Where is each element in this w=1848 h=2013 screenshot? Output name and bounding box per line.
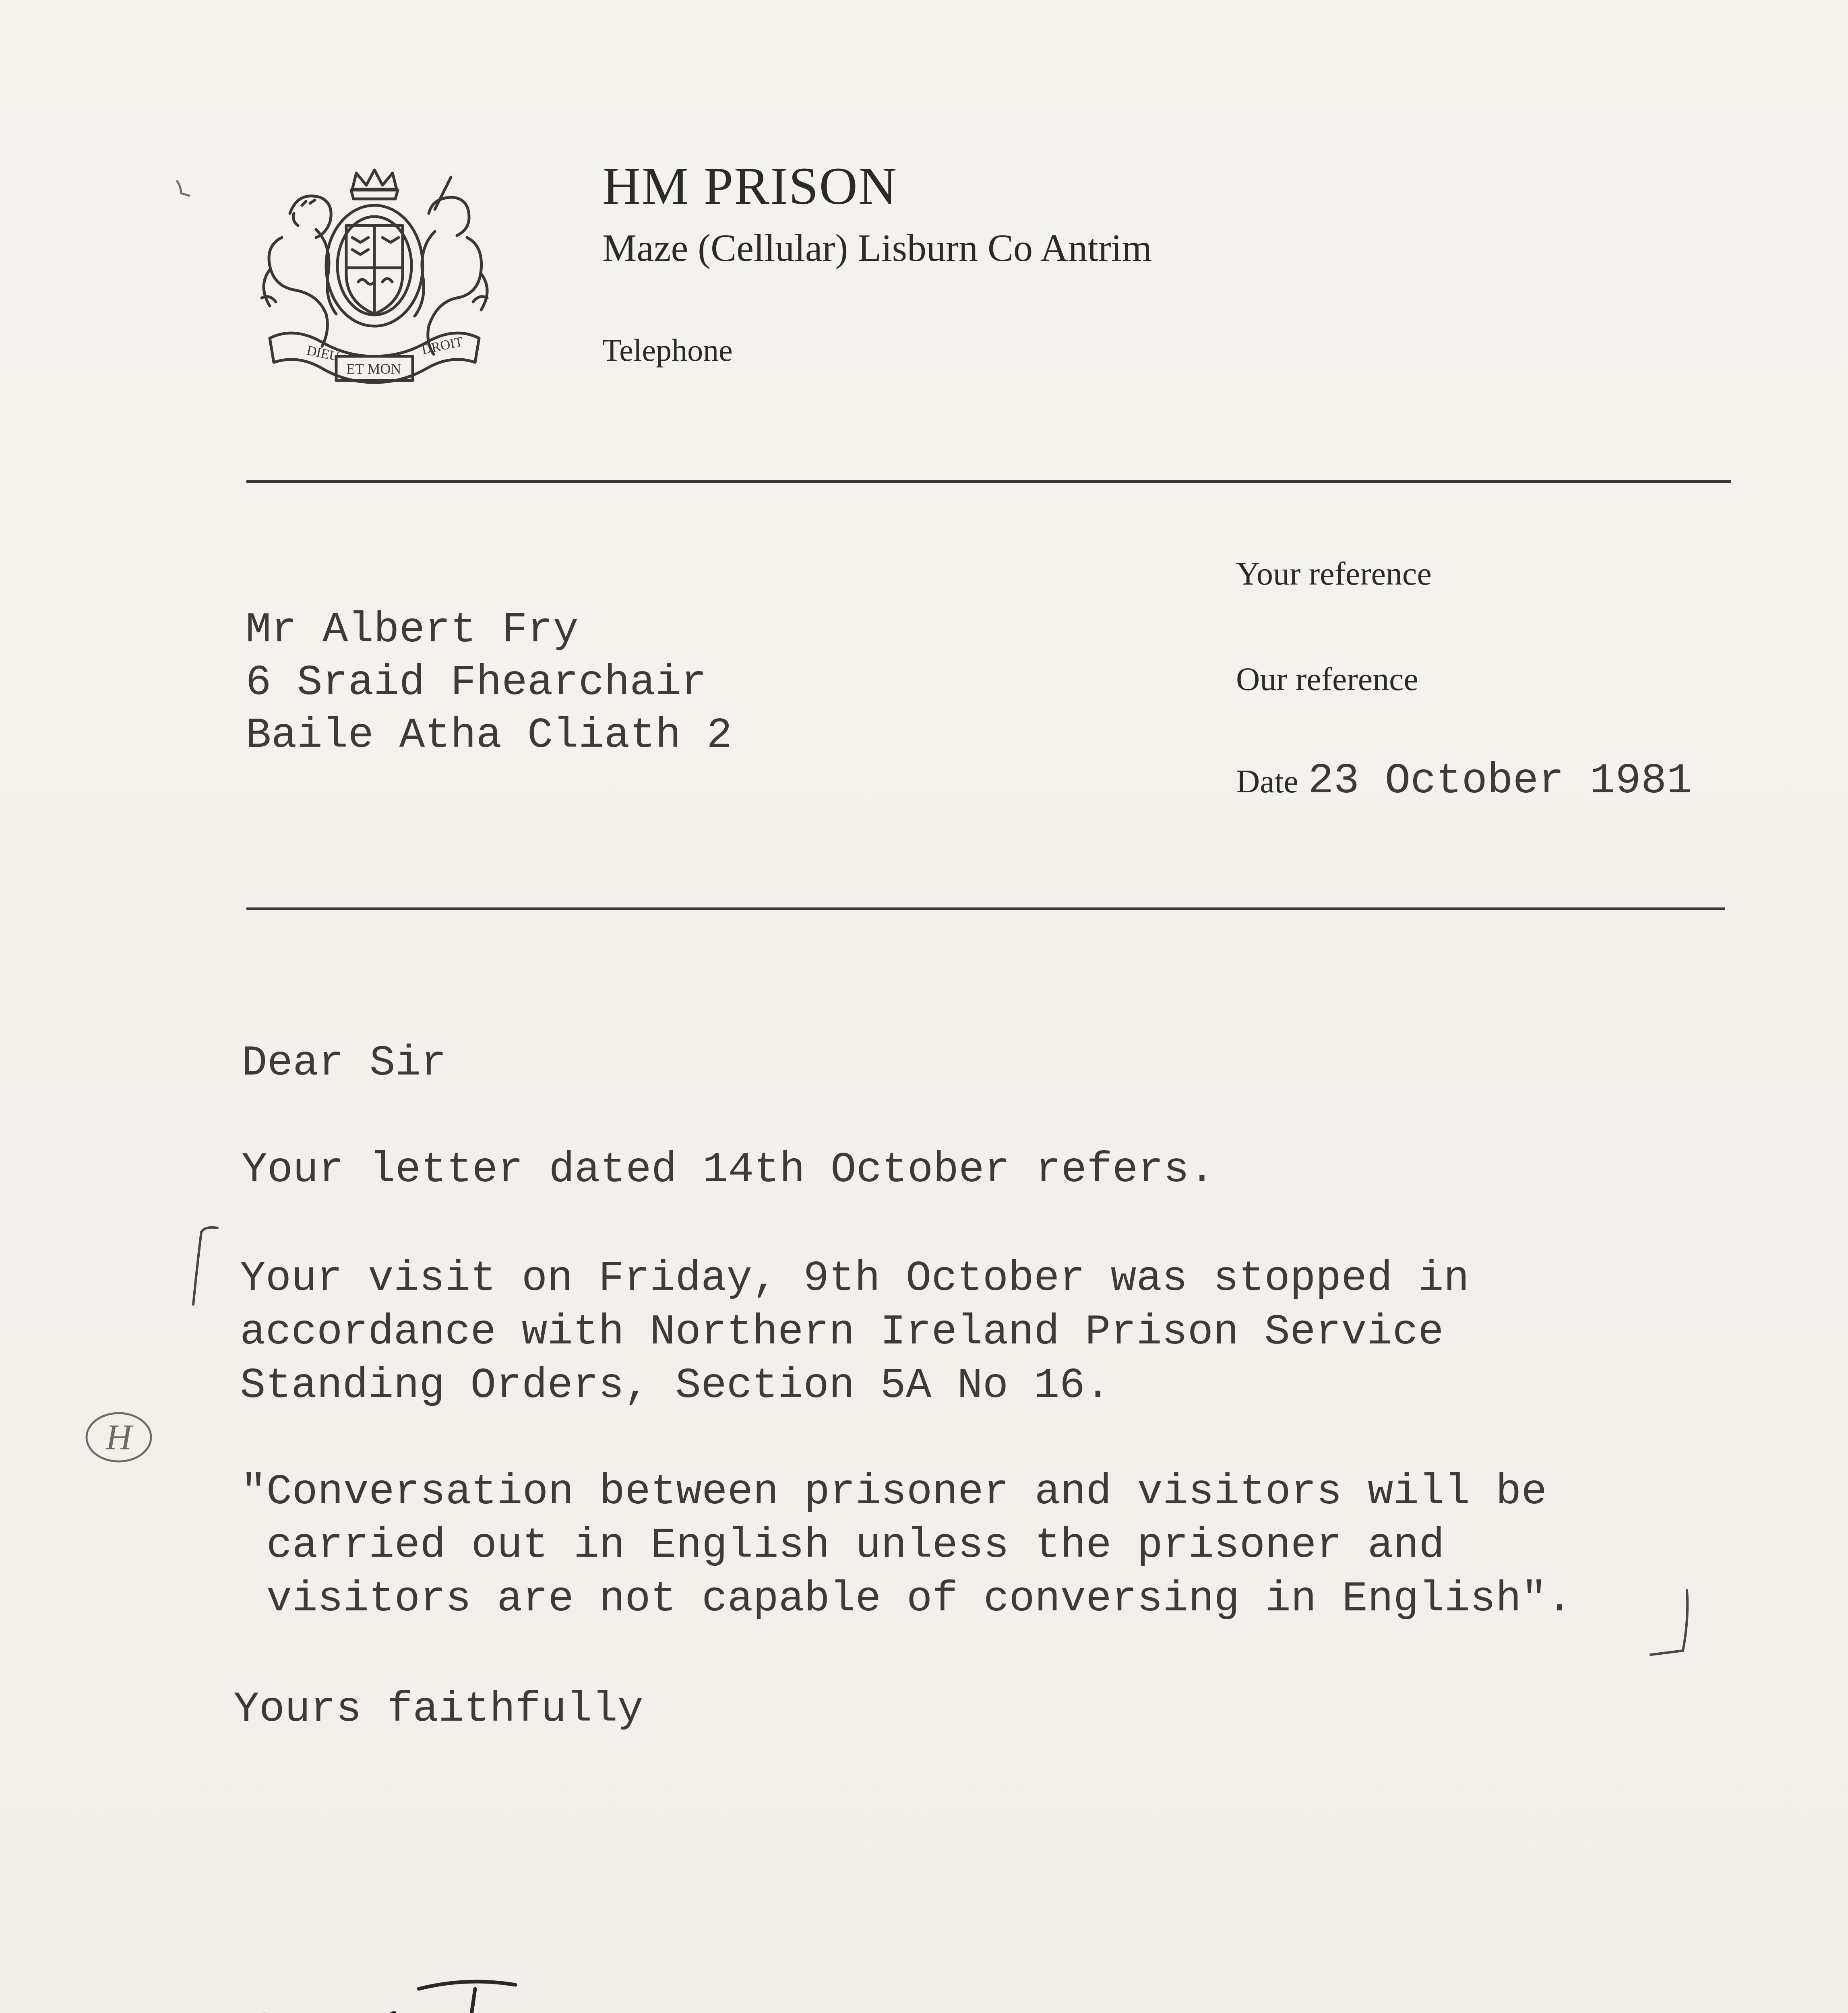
date-value: 23 October 1981 (1308, 757, 1692, 805)
closing: Yours faithfully (234, 1685, 643, 1734)
royal-crest-icon (246, 165, 503, 391)
circled-h-text: H (105, 1418, 132, 1457)
recipient-address: Mr Albert Fry 6 Sraid Fhearchair Baile Atha Cliath 2 (246, 606, 732, 760)
letterhead-location: Maze (Cellular) Lisburn Co Antrim (602, 226, 1152, 269)
crest-motto-center-text: ET MON (346, 361, 401, 377)
crest-motto-right-text: DROIT (420, 334, 465, 358)
date-row (1236, 757, 1692, 805)
date-label: Date (1236, 763, 1298, 800)
bracket-mark-left (189, 1220, 221, 1308)
letter-paragraph-3: "Conversation between prisoner and visitors will be carried out in English unless the prisoner and visitors are not capable of conversing in English". (241, 1468, 1573, 1623)
address-divider (246, 907, 1725, 910)
letterhead-title: HM PRISON (602, 156, 898, 215)
our-reference-label: Our reference (1236, 661, 1418, 697)
pencil-tick-mark (173, 177, 197, 201)
telephone-label: Telephone (602, 333, 733, 368)
circled-h-annotation (81, 1407, 157, 1467)
header-divider (246, 480, 1731, 483)
letter-paragraph-1: Your letter dated 14th October refers. (242, 1146, 1215, 1194)
crest-motto-left-text: DIEU (305, 343, 341, 364)
your-reference-label: Your reference (1236, 555, 1432, 592)
bracket-mark-right (1647, 1582, 1699, 1663)
letter-paragraph-2: Your visit on Friday, 9th October was stopped in accordance with Northern Ireland Prison Service Standing Orders, Section 5A No 16. (240, 1255, 1470, 1410)
salutation: Dear Sir (242, 1039, 446, 1087)
handwritten-signature (225, 1965, 854, 2013)
